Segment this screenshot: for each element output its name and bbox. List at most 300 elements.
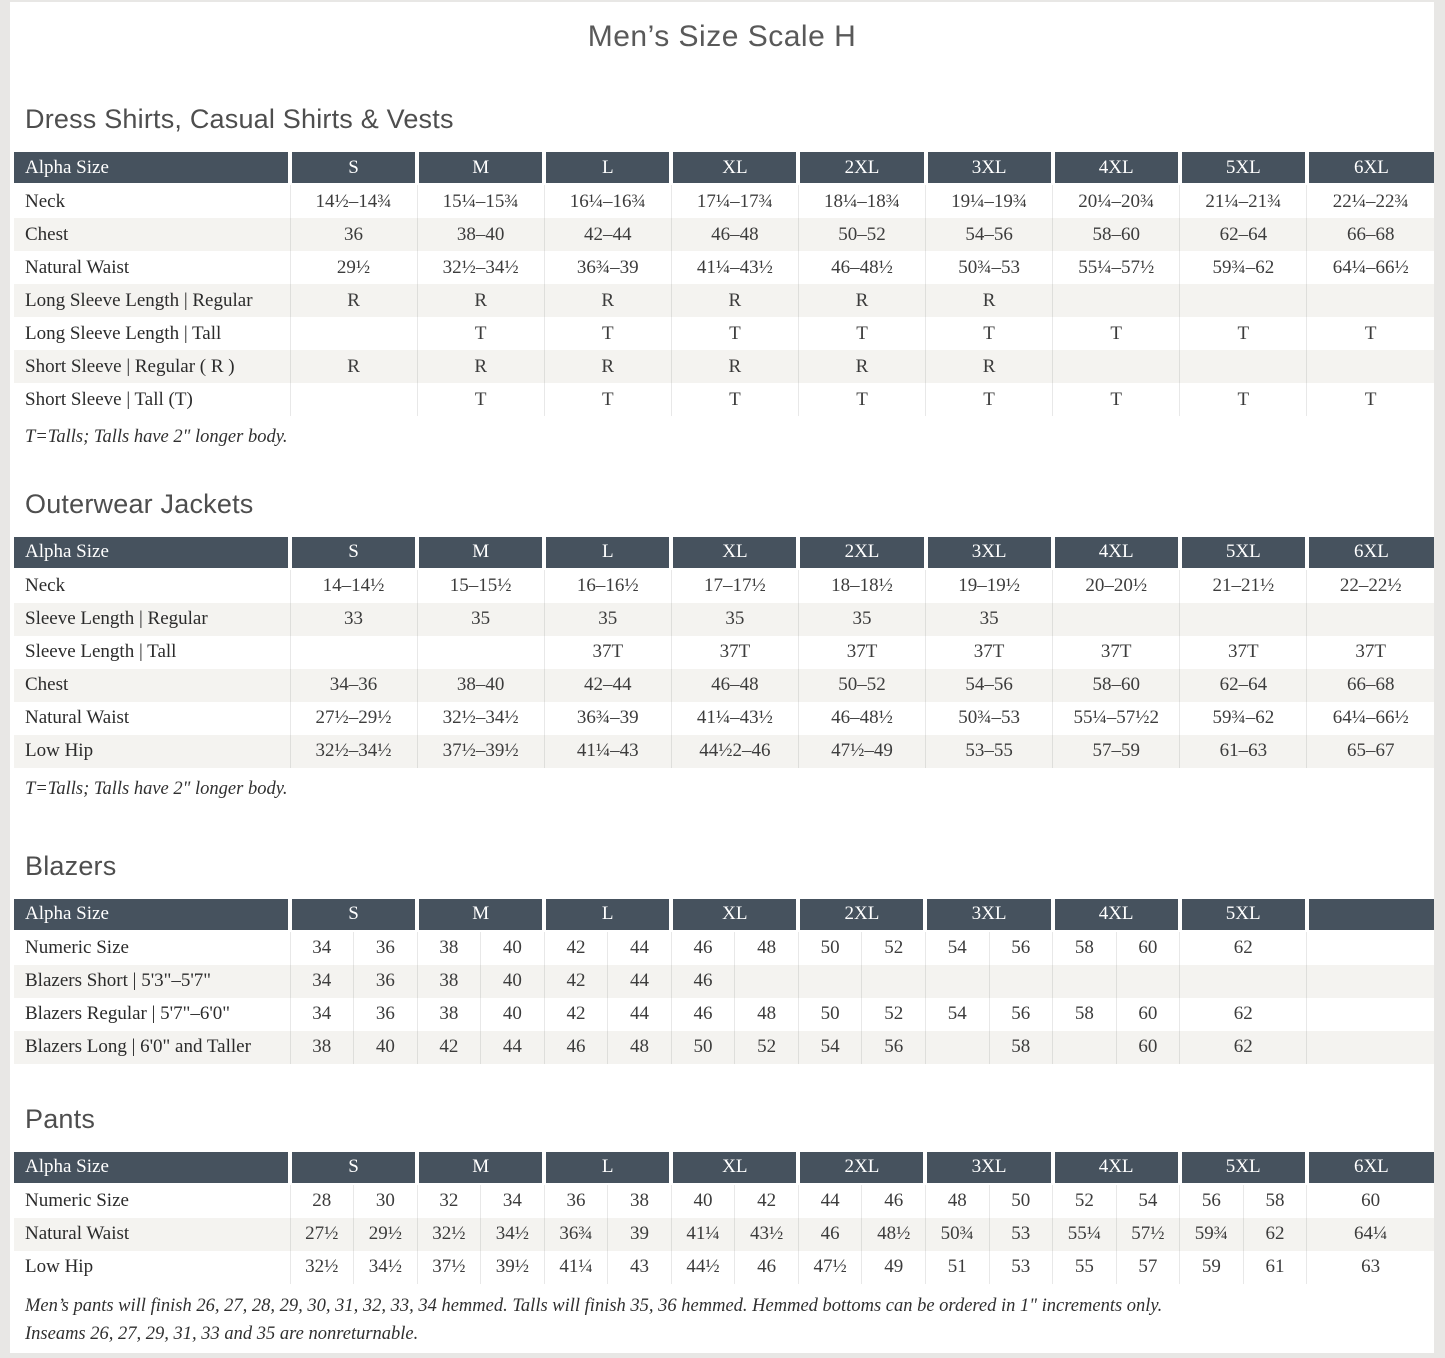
size-cell: 40 [481, 998, 545, 1031]
document-page [10, 2, 1434, 1353]
table-row [14, 998, 1434, 1031]
column-header: L [544, 152, 671, 184]
section-pants [14, 1104, 1430, 1348]
section-outerwear-jackets [14, 489, 1430, 803]
size-cell: 58–60 [1053, 669, 1180, 702]
table-row [14, 569, 1434, 603]
column-header: 4XL [1053, 899, 1180, 931]
size-cell: 66–68 [1307, 218, 1434, 251]
size-cell: T [798, 317, 925, 350]
size-cell: 46–48½ [798, 251, 925, 284]
column-header: 4XL [1053, 1152, 1180, 1184]
size-cell [1307, 931, 1434, 965]
size-cell: 34 [290, 931, 354, 965]
size-cell: 50¾ [925, 1218, 989, 1251]
column-header: 2XL [798, 152, 925, 184]
size-cell: 37T [1053, 636, 1180, 669]
size-cell: T [544, 317, 671, 350]
row-label: Sleeve Length | Regular [25, 608, 208, 630]
size-cell [1053, 350, 1180, 383]
size-cell: 46 [671, 998, 735, 1031]
column-header: 3XL [925, 1152, 1052, 1184]
size-cell: 46 [544, 1031, 608, 1064]
column-header: 4XL [1053, 537, 1180, 569]
column-header: 2XL [798, 899, 925, 931]
size-cell [1053, 284, 1180, 317]
row-label: Sleeve Length | Tall [25, 641, 177, 663]
size-cell: 50 [798, 931, 862, 965]
size-cell: 41¼ [544, 1251, 608, 1284]
size-cell: T [1053, 317, 1180, 350]
size-cell: R [671, 350, 798, 383]
size-cell: 29½ [354, 1218, 418, 1251]
size-cell: 42 [417, 1031, 481, 1064]
size-cell: 50¾–53 [926, 702, 1053, 735]
size-cell: 52 [862, 931, 926, 965]
size-cell [290, 636, 417, 669]
size-cell: R [417, 350, 544, 383]
size-cell: 39 [608, 1218, 672, 1251]
size-cell: 37T [1307, 636, 1434, 669]
size-cell: 34 [290, 965, 354, 998]
table-row [14, 1218, 1434, 1251]
table-row [14, 184, 1434, 218]
row-label: Blazers Regular | 5'7"–6'0" [25, 1003, 231, 1025]
size-cell: R [926, 284, 1053, 317]
pants-footer [14, 1294, 1430, 1348]
size-cell: 40 [671, 1184, 735, 1218]
table-row [14, 636, 1434, 669]
column-header: S [290, 1152, 417, 1184]
size-cell: 32½ [417, 1218, 481, 1251]
size-cell: 53 [989, 1251, 1053, 1284]
pants-footer-line-2: Inseams 26, 27, 29, 31, 33 and 35 are nonreturnable. [25, 1323, 419, 1344]
size-cell: 36 [354, 931, 418, 965]
table-row [14, 931, 1434, 965]
row-label: Neck [25, 190, 66, 212]
size-cell: 58–60 [1053, 218, 1180, 251]
size-cell: 41¼–43 [544, 735, 671, 768]
table-row [14, 702, 1434, 735]
section-title-pants: Pants [25, 1103, 96, 1134]
size-cell: 50¾–53 [926, 251, 1053, 284]
size-cell: 62 [1243, 1218, 1307, 1251]
size-cell: 53–55 [926, 735, 1053, 768]
size-cell: T [1180, 383, 1307, 416]
size-cell: 21–21½ [1180, 569, 1307, 603]
table-row [14, 965, 1434, 998]
size-cell [989, 965, 1053, 998]
size-cell: 18–18½ [798, 569, 925, 603]
size-cell: 48 [925, 1184, 989, 1218]
size-cell: 64¼–66½ [1307, 702, 1434, 735]
row-label: Long Sleeve Length | Tall [25, 322, 222, 344]
size-cell [1307, 965, 1434, 998]
size-cell: 42–44 [544, 669, 671, 702]
column-header: 6XL [1307, 152, 1434, 184]
size-cell: 38 [417, 931, 481, 965]
table-row [14, 735, 1434, 768]
row-label: Numeric Size [25, 937, 129, 959]
size-cell: 65–67 [1307, 735, 1434, 768]
size-cell: 66–68 [1307, 669, 1434, 702]
size-cell: 19¼–19¾ [926, 184, 1053, 218]
size-cell: R [417, 284, 544, 317]
size-cell: T [544, 383, 671, 416]
size-cell: 44 [481, 1031, 545, 1064]
size-cell [1307, 350, 1434, 383]
size-cell: 55 [1053, 1251, 1117, 1284]
size-cell: 59 [1180, 1251, 1244, 1284]
size-cell [925, 965, 989, 998]
size-cell: 42 [544, 998, 608, 1031]
column-header: 3XL [925, 899, 1052, 931]
row-label: Low Hip [25, 740, 94, 762]
size-cell: 35 [544, 603, 671, 636]
size-cell: 51 [925, 1251, 989, 1284]
size-cell: 50 [798, 998, 862, 1031]
row-label: Natural Waist [25, 707, 130, 729]
pants-footer-line-1: Men’s pants will finish 26, 27, 28, 29, 30, 31, 32, 33, 34 hemmed. Talls will finish 35, 36 hemmed. Hemmed bottoms can be ordered in 1" increments only. [25, 1295, 1163, 1316]
size-cell: R [798, 350, 925, 383]
column-header: 2XL [798, 537, 925, 569]
table-row [14, 383, 1434, 416]
size-cell: 44½2–46 [671, 735, 798, 768]
table-row [14, 1251, 1434, 1284]
row-label: Chest [25, 674, 69, 696]
column-header: S [290, 537, 417, 569]
size-cell: 62–64 [1180, 669, 1307, 702]
talls-footnote: T=Talls; Talls have 2" longer body. [25, 778, 288, 799]
section-title-outerwear-jackets: Outerwear Jackets [25, 488, 254, 519]
size-cell: 56 [862, 1031, 926, 1064]
size-cell: 15¼–15¾ [417, 184, 544, 218]
size-cell: 55¼–57½2 [1053, 702, 1180, 735]
size-cell: 54 [798, 1031, 862, 1064]
size-cell: 62 [1180, 931, 1307, 965]
size-cell: 35 [798, 603, 925, 636]
size-cell: 50 [989, 1184, 1053, 1218]
size-cell: 44 [608, 931, 672, 965]
size-cell: 37½ [417, 1251, 481, 1284]
column-header [1307, 899, 1434, 931]
row-label: Blazers Long | 6'0" and Taller [25, 1036, 251, 1058]
header-row [14, 537, 1434, 569]
size-cell: 56 [989, 998, 1053, 1031]
column-header: 6XL [1307, 537, 1434, 569]
size-cell: 19–19½ [926, 569, 1053, 603]
size-cell: 54 [925, 931, 989, 965]
size-cell: 56 [1180, 1184, 1244, 1218]
column-header: M [417, 537, 544, 569]
size-cell: 55¼ [1053, 1218, 1117, 1251]
column-header: S [290, 152, 417, 184]
size-cell: 42 [544, 965, 608, 998]
size-cell: 42 [735, 1184, 799, 1218]
size-cell: 17¼–17¾ [671, 184, 798, 218]
row-label: Chest [25, 223, 69, 245]
size-cell [1307, 284, 1434, 317]
size-cell: 62–64 [1180, 218, 1307, 251]
table-row [14, 669, 1434, 702]
size-cell: 62 [1180, 998, 1307, 1031]
size-cell: 64¼ [1307, 1218, 1434, 1251]
size-cell [1180, 350, 1307, 383]
size-cell: 18¼–18¾ [798, 184, 925, 218]
size-cell: 34 [481, 1184, 545, 1218]
size-cell: 46–48½ [798, 702, 925, 735]
size-cell: 20–20½ [1053, 569, 1180, 603]
column-header: 3XL [926, 537, 1053, 569]
size-cell: 32 [417, 1184, 481, 1218]
size-cell: 41¼–43½ [671, 251, 798, 284]
size-cell: R [290, 284, 417, 317]
size-cell: 38–40 [417, 669, 544, 702]
size-cell: 52 [1053, 1184, 1117, 1218]
size-cell: R [544, 284, 671, 317]
size-cell [290, 383, 417, 416]
size-cell: 58 [1053, 998, 1117, 1031]
size-cell: 16–16½ [544, 569, 671, 603]
size-cell: 32½–34½ [417, 702, 544, 735]
size-cell: 38 [290, 1031, 354, 1064]
row-label: Numeric Size [25, 1190, 129, 1212]
size-cell: 35 [417, 603, 544, 636]
outerwear-jackets-size-table [14, 537, 1434, 768]
size-cell: 28 [290, 1184, 354, 1218]
section-dress-shirts [14, 104, 1430, 451]
row-label: Short Sleeve | Tall (T) [25, 388, 193, 410]
size-cell: 32½–34½ [290, 735, 417, 768]
size-cell: T [1307, 317, 1434, 350]
size-cell [1180, 284, 1307, 317]
size-cell: 37T [926, 636, 1053, 669]
size-cell: T [1053, 383, 1180, 416]
size-cell: 59¾–62 [1180, 702, 1307, 735]
size-cell: 40 [481, 931, 545, 965]
page-title: Men’s Size Scale H [587, 20, 857, 53]
size-cell: T [926, 317, 1053, 350]
size-cell: T [671, 317, 798, 350]
size-cell: 40 [354, 1031, 418, 1064]
size-cell: 41¼ [671, 1218, 735, 1251]
size-cell [1180, 965, 1307, 998]
size-cell: 34½ [354, 1251, 418, 1284]
row-label: Neck [25, 575, 66, 597]
size-cell: 46–48 [671, 669, 798, 702]
pants-size-table [14, 1152, 1434, 1284]
size-cell: 43 [608, 1251, 672, 1284]
size-cell: 20¼–20¾ [1053, 184, 1180, 218]
size-cell: 36¾ [544, 1218, 608, 1251]
column-header: XL [671, 537, 798, 569]
size-cell [1180, 603, 1307, 636]
size-cell: T [1180, 317, 1307, 350]
size-cell: 46 [671, 965, 735, 998]
table-row [14, 317, 1434, 350]
size-cell: 37T [798, 636, 925, 669]
size-cell: 54 [1116, 1184, 1180, 1218]
size-cell: 35 [671, 603, 798, 636]
size-cell: T [1307, 383, 1434, 416]
column-header: M [417, 152, 544, 184]
size-cell: 34 [290, 998, 354, 1031]
size-cell: 39½ [481, 1251, 545, 1284]
column-header: 2XL [798, 1152, 925, 1184]
size-cell: 52 [735, 1031, 799, 1064]
size-cell: 35 [926, 603, 1053, 636]
size-cell: 22¼–22¾ [1307, 184, 1434, 218]
size-cell: 17–17½ [671, 569, 798, 603]
size-cell: 29½ [290, 251, 417, 284]
column-header: 4XL [1053, 152, 1180, 184]
corner-header: Alpha Size [14, 1152, 290, 1184]
size-cell [290, 317, 417, 350]
size-cell: 44 [608, 998, 672, 1031]
section-title-blazers: Blazers [25, 850, 117, 881]
size-cell: 38–40 [417, 218, 544, 251]
size-cell: 36¾–39 [544, 702, 671, 735]
size-cell: 57 [1116, 1251, 1180, 1284]
size-cell: T [671, 383, 798, 416]
size-cell: 50 [671, 1031, 735, 1064]
size-cell: 16¼–16¾ [544, 184, 671, 218]
size-cell: 36 [290, 218, 417, 251]
size-cell: 60 [1116, 931, 1180, 965]
size-cell: 60 [1307, 1184, 1434, 1218]
column-header: 5XL [1180, 899, 1307, 931]
column-header: 3XL [926, 152, 1053, 184]
size-cell [417, 636, 544, 669]
size-cell: 37½–39½ [417, 735, 544, 768]
size-cell: 46 [862, 1184, 926, 1218]
size-cell: 21¼–21¾ [1180, 184, 1307, 218]
row-label: Natural Waist [25, 256, 130, 278]
size-cell: T [417, 383, 544, 416]
size-cell: 34–36 [290, 669, 417, 702]
corner-header: Alpha Size [14, 537, 290, 569]
size-cell: R [798, 284, 925, 317]
corner-header: Alpha Size [14, 899, 290, 931]
size-cell: 46–48 [671, 218, 798, 251]
column-header: 5XL [1180, 1152, 1307, 1184]
table-row [14, 284, 1434, 317]
size-cell: 38 [417, 965, 481, 998]
size-cell: R [671, 284, 798, 317]
size-cell: 44 [798, 1184, 862, 1218]
size-cell [862, 965, 926, 998]
table-row [14, 603, 1434, 636]
dress-shirts-size-table [14, 152, 1434, 416]
size-cell: 60 [1116, 1031, 1180, 1064]
header-row [14, 152, 1434, 184]
size-cell: R [926, 350, 1053, 383]
row-label: Low Hip [25, 1256, 94, 1278]
size-cell: 55¼–57½ [1053, 251, 1180, 284]
size-cell: 37T [1180, 636, 1307, 669]
size-cell: 38 [417, 998, 481, 1031]
size-cell: 42–44 [544, 218, 671, 251]
column-header: XL [671, 1152, 798, 1184]
size-cell: 64¼–66½ [1307, 251, 1434, 284]
row-label: Long Sleeve Length | Regular [25, 289, 253, 311]
size-cell: 46 [798, 1218, 862, 1251]
size-cell: 22–22½ [1307, 569, 1434, 603]
size-cell: 14–14½ [290, 569, 417, 603]
column-header: XL [671, 899, 798, 931]
size-cell [1307, 998, 1434, 1031]
size-cell: 48 [735, 931, 799, 965]
size-cell [1053, 965, 1117, 998]
size-cell: 49 [862, 1251, 926, 1284]
size-cell: 27½ [290, 1218, 354, 1251]
size-cell: 59¾–62 [1180, 251, 1307, 284]
size-cell: 61–63 [1180, 735, 1307, 768]
size-cell: 47½ [798, 1251, 862, 1284]
size-cell: 47½–49 [798, 735, 925, 768]
size-cell: 56 [989, 931, 1053, 965]
size-cell [1053, 1031, 1117, 1064]
size-cell: 54–56 [926, 669, 1053, 702]
row-label: Blazers Short | 5'3"–5'7" [25, 970, 212, 992]
size-cell: T [798, 383, 925, 416]
size-cell: 57½ [1116, 1218, 1180, 1251]
size-cell: R [290, 350, 417, 383]
size-cell: 52 [862, 998, 926, 1031]
column-header: L [544, 1152, 671, 1184]
content-area [10, 2, 1434, 1348]
size-cell: 53 [989, 1218, 1053, 1251]
size-cell: 40 [481, 965, 545, 998]
size-cell: 36 [544, 1184, 608, 1218]
table-row [14, 350, 1434, 383]
size-cell: 44½ [671, 1251, 735, 1284]
section-title-dress-shirts: Dress Shirts, Casual Shirts & Vests [25, 104, 454, 134]
size-cell: 37T [544, 636, 671, 669]
size-cell: 57–59 [1053, 735, 1180, 768]
size-cell [735, 965, 799, 998]
size-cell: 59¾ [1180, 1218, 1244, 1251]
size-cell: 37T [671, 636, 798, 669]
size-cell: 36 [354, 998, 418, 1031]
size-cell: R [544, 350, 671, 383]
column-header: S [290, 899, 417, 931]
header-row [14, 1152, 1434, 1184]
size-cell: 58 [989, 1031, 1053, 1064]
size-cell: 50–52 [798, 669, 925, 702]
header-row [14, 899, 1434, 931]
size-cell: 48 [735, 998, 799, 1031]
row-label: Short Sleeve | Regular ( R ) [25, 355, 235, 377]
column-header: M [417, 899, 544, 931]
size-cell [1307, 1031, 1434, 1064]
size-cell: 46 [735, 1251, 799, 1284]
size-cell: 27½–29½ [290, 702, 417, 735]
blazers-size-table [14, 899, 1434, 1064]
size-cell: 41¼–43½ [671, 702, 798, 735]
row-label: Natural Waist [25, 1223, 130, 1245]
size-cell: T [926, 383, 1053, 416]
table-row [14, 1031, 1434, 1064]
size-cell: 50–52 [798, 218, 925, 251]
size-cell: 63 [1307, 1251, 1434, 1284]
column-header: 5XL [1180, 537, 1307, 569]
column-header: XL [671, 152, 798, 184]
size-cell: 54 [925, 998, 989, 1031]
corner-header: Alpha Size [14, 152, 290, 184]
size-cell: 14½–14¾ [290, 184, 417, 218]
size-cell: 42 [544, 931, 608, 965]
